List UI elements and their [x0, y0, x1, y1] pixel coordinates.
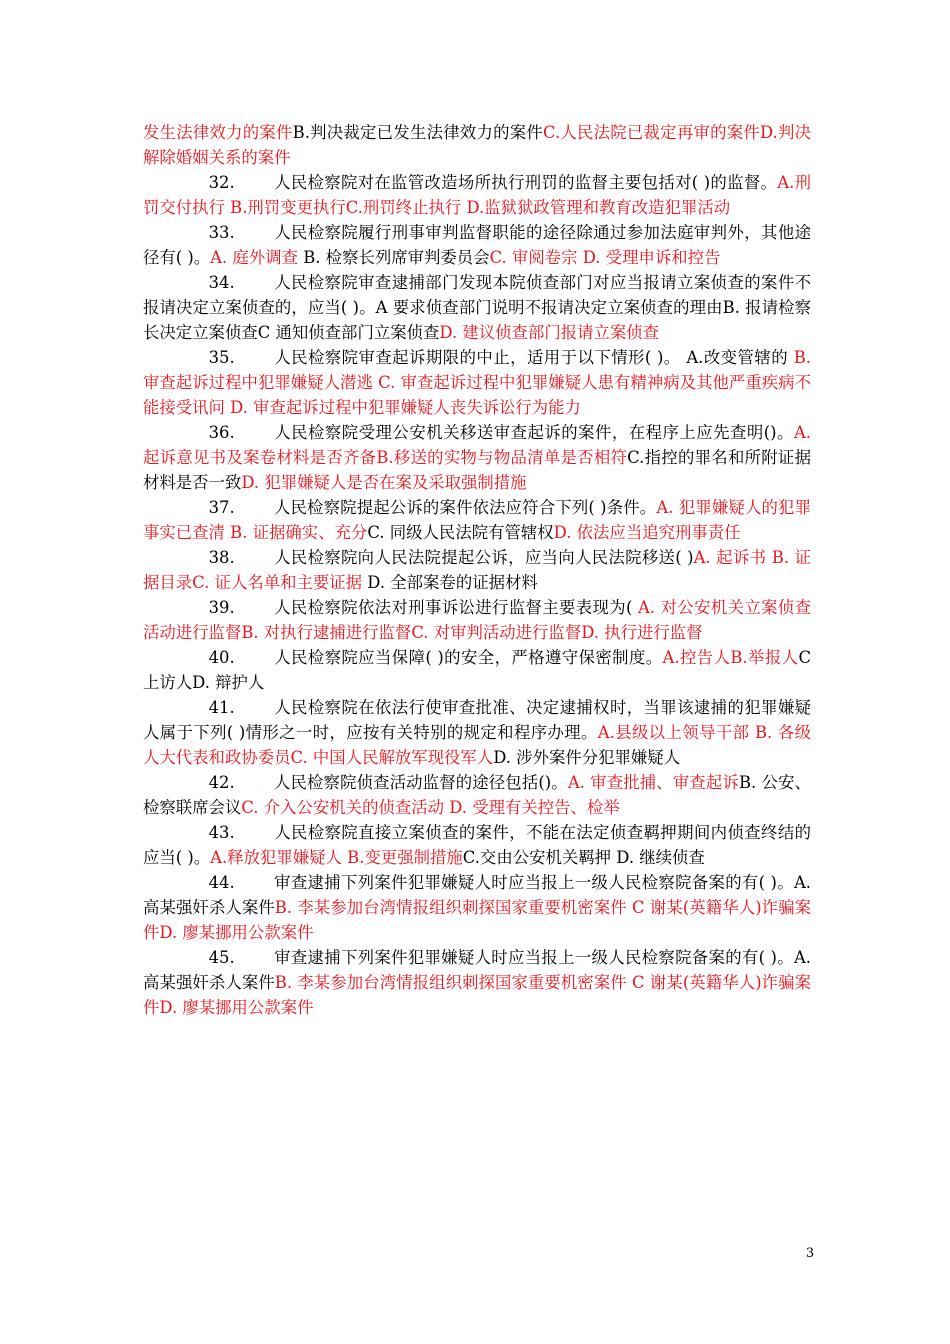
text-segment: C.人民法院已裁定再审的案件D.判决解除婚姻关系的案件 — [143, 123, 811, 167]
question-text: 人民检察院受理公安机关移送审查起诉的案件，在程序上应先查明()。 — [273, 423, 794, 442]
question-item — [143, 595, 811, 645]
question-item — [143, 220, 811, 270]
answer-highlight: B. 李某参加台湾情报组织刺探国家重要机密案件 C 谢某(英籍华人)诈骗案件D. 廖某挪用公款案件 — [143, 973, 812, 1017]
question-item — [143, 270, 811, 345]
answer-highlight: A. 对公安机关立案侦查活动进行监督B. 对执行逮捕进行监督C. 对审判活动进行监督D. 执行进行监督 — [143, 598, 811, 642]
question-text: B. 检察长列席审判委员会 — [298, 248, 490, 267]
answer-highlight: C. 审阅卷宗 D. 受理申诉和控告 — [489, 248, 721, 267]
question-text: C 上访人D. 辩护人 — [143, 648, 811, 692]
question-number: 44. — [208, 873, 235, 892]
question-text: D. 涉外案件分犯罪嫌疑人 — [493, 748, 681, 767]
question-text: 审查逮捕下列案件犯罪嫌疑人时应当报上一级人民检察院备案的有( )。A. 高某强奸杀人案件 — [143, 948, 811, 992]
question-item — [143, 870, 811, 945]
question-item — [143, 695, 811, 770]
answer-highlight: A.释放犯罪嫌疑人 B.变更强制措施 — [210, 848, 463, 867]
question-text: 人民检察院履行刑事审判监督职能的途径除通过参加法庭审判外，其他途径有( )。 — [143, 223, 811, 267]
question-text: 人民检察院对在监管改造场所执行刑罚的监督主要包括对( )的监督。 — [273, 173, 778, 192]
answer-highlight: D. 犯罪嫌疑人是否在案及采取强制措施 — [241, 473, 527, 492]
question-item — [143, 770, 811, 820]
question-text: D. 全部案卷的证据材料 — [362, 573, 538, 592]
question-number: 39. — [208, 598, 235, 617]
question-number: 40. — [208, 648, 235, 667]
page-number: 3 — [805, 1246, 815, 1261]
question-text: 人民检察院应当保障( )的安全，严格遵守保密制度。 — [273, 648, 663, 667]
answer-highlight: A.县级以上领导干部 B. 各级人大代表和政协委员C. 中国人民解放军现役军人 — [143, 723, 811, 767]
question-number: 45. — [208, 948, 235, 967]
question-item — [143, 420, 811, 495]
question-number: 37. — [208, 498, 235, 517]
answer-highlight: A.刑罚交付执行 B.刑罚变更执行C.刑罚终止执行 D.监狱狱政管理和教育改造犯罪活动 — [143, 173, 812, 217]
answer-highlight: A. 庭外调查 — [210, 248, 298, 267]
text-segment: B.判决裁定已发生法律效力的案件 — [292, 123, 543, 142]
question-item — [143, 545, 811, 595]
answer-highlight: A.控告人B.举报人 — [662, 648, 799, 667]
answer-highlight: C. 介入公安机关的侦查活动 D. 受理有关控告、检举 — [241, 798, 620, 817]
question-item — [143, 495, 811, 545]
question-number: 32. — [208, 173, 235, 192]
answer-highlight: A. 犯罪嫌疑人的犯罪事实已查清 B. 证据确实、充分 — [143, 498, 811, 542]
question-text: 审查逮捕下列案件犯罪嫌疑人时应当报上一级人民检察院备案的有( )。A. 高某强奸杀人案件 — [143, 873, 811, 917]
question-item — [143, 170, 811, 220]
question-text: 人民检察院提起公诉的案件依法应符合下列( )条件。 — [273, 498, 657, 517]
continuation-paragraph — [143, 120, 811, 170]
question-text: C.指控的罪名和所附证据材料是否一致 — [143, 448, 811, 492]
answer-highlight: A. 审查批捕、审查起诉 — [567, 773, 739, 792]
question-text: C. 同级人民法院有管辖权 — [367, 523, 554, 542]
answer-highlight: D. 依法应当追究刑事责任 — [553, 523, 741, 542]
question-text: 人民检察院侦查活动监督的途径包括()。 — [273, 773, 568, 792]
question-item — [143, 645, 811, 695]
question-number: 35. — [208, 348, 235, 367]
question-text: 人民检察院向人民法院提起公诉，应当向人民法院移送( ) — [273, 548, 694, 567]
question-number: 41. — [208, 698, 235, 717]
question-text: 人民检察院在依法行使审查批准、决定逮捕权时，当罪该逮捕的犯罪嫌疑人属于下列( )情形之一时，应按有关特别的规定和程序办理。 — [143, 698, 811, 742]
question-item — [143, 820, 811, 870]
question-text: C.交由公安机关羁押 D. 继续侦查 — [462, 848, 705, 867]
document-body — [143, 120, 811, 1020]
question-text: 人民检察院依法对刑事诉讼进行监督主要表现为( — [273, 598, 638, 617]
answer-highlight: A.起诉意见书及案卷材料是否齐备B.移送的实物与物品清单是否相符 — [143, 423, 811, 467]
question-item — [143, 945, 811, 1020]
question-number: 36. — [208, 423, 235, 442]
question-text: B. 公安、检察联席会议 — [143, 773, 811, 817]
question-list — [143, 170, 811, 1020]
answer-highlight: A. 起诉书 B. 证据目录C. 证人名单和主要证据 — [143, 548, 811, 592]
question-number: 42. — [208, 773, 235, 792]
answer-highlight: B. 李某参加台湾情报组织刺探国家重要机密案件 C 谢某(英籍华人)诈骗案件D. 廖某挪用公款案件 — [143, 898, 812, 942]
answer-highlight: D. 建议侦查部门报请立案侦查 — [439, 323, 660, 342]
question-text: 人民检察院审查起诉期限的中止，适用于以下情形( )。 A.改变管辖的 — [273, 348, 794, 367]
question-number: 33. — [208, 223, 235, 242]
question-number: 34. — [208, 273, 235, 292]
question-number: 43. — [208, 823, 235, 842]
question-text: 人民检察院审查逮捕部门发现本院侦查部门对应当报请立案侦查的案件不报请决定立案侦查的，应当( )。A 要求侦查部门说明不报请决定立案侦查的理由B. 报请检察长决定立案侦查C 通知侦查部门立案侦查 — [143, 273, 811, 342]
answer-highlight: B. 审查起诉过程中犯罪嫌疑人潜逃 C. 审查起诉过程中犯罪嫌疑人患有精神病及其他严重疾病不能接受讯问 D. 审查起诉过程中犯罪嫌疑人丧失诉讼行为能力 — [143, 348, 811, 417]
question-number: 38. — [208, 548, 235, 567]
text-segment: 发生法律效力的案件 — [143, 123, 293, 142]
question-item — [143, 345, 811, 420]
question-text: 人民检察院直接立案侦查的案件，不能在法定侦查羁押期间内侦查终结的应当( )。 — [143, 823, 811, 867]
